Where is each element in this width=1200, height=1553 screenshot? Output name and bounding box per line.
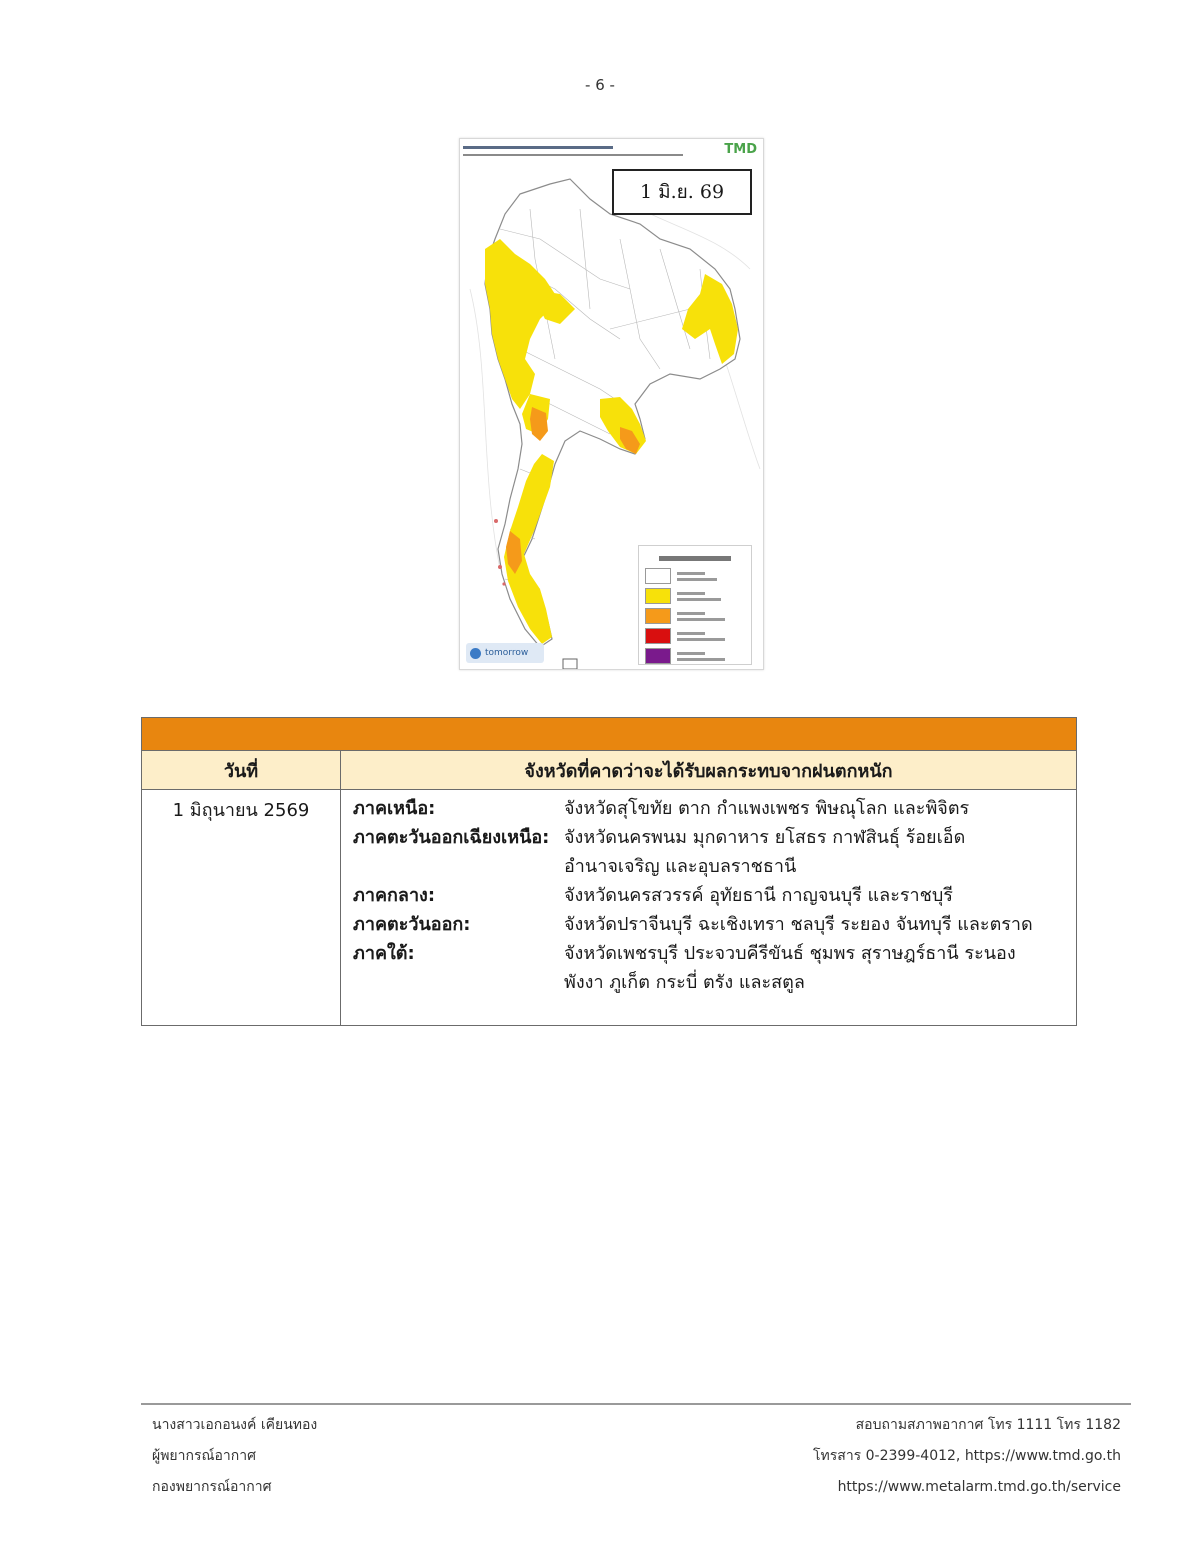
forecast-date: 1 มิถุนายน 2569 — [172, 800, 310, 821]
region-south — [353, 939, 1073, 997]
header-provinces: จังหวัดที่คาดว่าจะได้รับผลกระทบจากฝนตกหนัก — [524, 760, 893, 782]
region-label: ภาคตะวันออกเฉียงเหนือ: — [353, 827, 550, 848]
page-number: - 6 - — [585, 76, 615, 94]
region-provinces — [564, 881, 1073, 910]
contact-fax-website: โทรสาร 0-2399-4012, https://www.tmd.go.th — [813, 1448, 1121, 1464]
region-label: ภาคเหนือ: — [353, 798, 436, 819]
region-provinces — [564, 823, 1073, 881]
header-date: วันที่ — [223, 760, 259, 782]
region-label: ภาคกลาง: — [353, 885, 436, 906]
legend-swatch — [645, 608, 671, 624]
footer-divider — [141, 1403, 1131, 1405]
legend-swatch — [645, 648, 671, 664]
tmd-logo: TMD — [724, 142, 757, 157]
region-provinces — [564, 939, 1073, 997]
region-northeast — [353, 823, 1073, 881]
map-title-text — [463, 146, 613, 149]
map-date-label: 1 มิ.ย. 69 — [612, 169, 752, 215]
rainfall-forecast-map — [459, 138, 764, 670]
map-header — [460, 139, 763, 169]
legend-item — [645, 587, 745, 605]
forecaster-name: นางสาวเอกอนงค์ เคียนทอง — [152, 1417, 318, 1433]
region-list — [353, 794, 1073, 997]
region-east — [353, 910, 1073, 939]
column-divider — [340, 751, 341, 1025]
region-label: ภาคใต้: — [353, 943, 415, 964]
province-line: พังงา ภูเก็ต กระบี่ ตรัง และสตูล — [564, 972, 805, 993]
tomorrow-badge-text: tomorrow — [485, 648, 529, 658]
footer-forecaster — [152, 1410, 317, 1503]
legend-item — [645, 627, 745, 645]
contact-service-link[interactable]: https://www.metalarm.tmd.go.th/service — [837, 1479, 1121, 1495]
province-line: จังหวัดสุโขทัย ตาก กำแพงเพชร พิษณุโลก และพิจิตร — [564, 798, 970, 819]
province-line: จังหวัดปราจีนบุรี ฉะเชิงเทรา ชลบุรี ระยอง จันทบุรี และตราด — [564, 914, 1033, 935]
contact-phone: สอบถามสภาพอากาศ โทร 1111 โทร 1182 — [855, 1417, 1121, 1433]
legend-item — [645, 647, 745, 665]
legend-swatch — [645, 588, 671, 604]
forecaster-title: ผู้พยากรณ์อากาศ — [152, 1448, 256, 1464]
table-banner — [142, 718, 1076, 751]
legend-item — [645, 567, 745, 585]
map-legend — [638, 545, 752, 665]
legend-item — [645, 607, 745, 625]
province-line: จังหวัดเพชรบุรี ประจวบคีรีขันธ์ ชุมพร สุราษฎร์ธานี ระนอง — [564, 943, 1016, 964]
footer-contact — [813, 1410, 1121, 1503]
region-provinces — [564, 910, 1073, 939]
province-line: จังหวัดนครพนม มุกดาหาร ยโสธร กาฬสินธุ์ ร้อยเอ็ด — [564, 827, 966, 848]
legend-swatch — [645, 628, 671, 644]
forecaster-division: กองพยากรณ์อากาศ — [152, 1479, 272, 1495]
legend-title — [659, 556, 731, 561]
tomorrow-io-badge — [466, 643, 544, 663]
region-central — [353, 881, 1073, 910]
legend-swatch — [645, 568, 671, 584]
region-north — [353, 794, 1073, 823]
heavy-rain-table — [141, 717, 1077, 1026]
tomorrow-logo-icon — [470, 648, 481, 659]
map-subtitle-text — [463, 154, 683, 156]
province-line: จังหวัดนครสวรรค์ อุทัยธานี กาญจนบุรี และราชบุรี — [564, 885, 953, 906]
region-provinces — [564, 794, 1073, 823]
region-label: ภาคตะวันออก: — [353, 914, 471, 935]
province-line: อำนาจเจริญ และอุบลราชธานี — [564, 856, 797, 877]
table-header-row — [142, 751, 1076, 790]
